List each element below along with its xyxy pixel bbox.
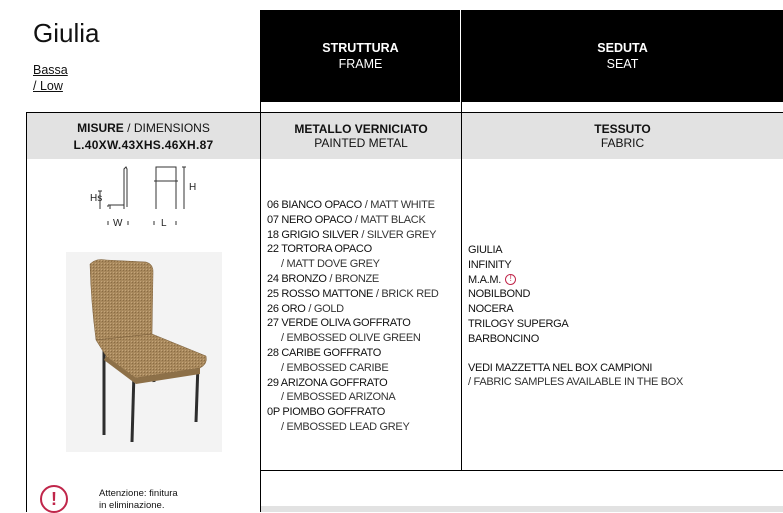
divider (26, 112, 27, 512)
list-item: 27 VERDE OLIVA GOFFRATO (267, 317, 411, 330)
list-item: 29 ARIZONA GOFFRATO (267, 376, 388, 389)
fabric-note: VEDI MAZZETTA NEL BOX CAMPIONI (468, 361, 653, 374)
divider (260, 470, 783, 471)
frame-material-header (261, 113, 461, 159)
list-item: INFINITY (468, 258, 512, 271)
divider (260, 10, 261, 512)
seat-header (462, 10, 783, 102)
frame-header-label: STRUTTURA (322, 41, 399, 55)
list-item: NOBILBOND (468, 288, 531, 301)
list-item: 0P PIOMBO GOFFRATO (267, 406, 386, 419)
seat-material-header (462, 113, 783, 159)
seat-material-label: TESSUTO (594, 122, 651, 136)
variant-link-en[interactable]: / Low (33, 79, 63, 93)
seat-header-label-en: SEAT (606, 57, 639, 71)
frame-material-label-en: PAINTED METAL (314, 136, 408, 150)
list-item: 07 NERO OPACO / MATT BLACK (267, 213, 426, 226)
list-item: 25 ROSSO MATTONE / BRICK RED (267, 287, 439, 300)
exclamation-circle-icon: ! (40, 485, 68, 513)
seat-header-label: SEDUTA (597, 41, 648, 55)
measures-label-en: / DIMENSIONS (127, 120, 210, 135)
frame-header-label-en: FRAME (338, 57, 383, 71)
exclamation-circle-icon: ! (505, 274, 516, 285)
footer-band (261, 506, 783, 512)
list-item: 18 GRIGIO SILVER / SILVER GREY (267, 228, 437, 241)
seat-material-label-en: FABRIC (600, 136, 645, 150)
chair-image (66, 252, 222, 452)
divider (461, 10, 462, 471)
list-item: / EMBOSSED ARIZONA (281, 391, 396, 404)
measures-value: L.40XW.43XHS.46XH.87 (73, 137, 214, 152)
list-item: / EMBOSSED CARIBE (281, 361, 389, 374)
dimension-diagram (80, 163, 210, 231)
w-label: W (113, 218, 123, 229)
measures-header (27, 113, 260, 159)
fabric-note-en: / FABRIC SAMPLES AVAILABLE IN THE BOX (468, 376, 684, 389)
measures-label: MISURE (77, 120, 124, 135)
list-item: 26 ORO / GOLD (267, 302, 344, 315)
list-item: 22 TORTORA OPACO (267, 243, 372, 256)
l-label: L (161, 218, 167, 229)
list-item: 28 CARIBE GOFFRATO (267, 346, 381, 359)
seat-fabrics-list (468, 243, 778, 390)
frame-finishes-list (267, 198, 459, 435)
divider (26, 112, 783, 113)
list-item: / EMBOSSED LEAD GREY (281, 420, 410, 433)
warning-line: in eliminazione. (99, 500, 165, 511)
list-item: GIULIA (468, 244, 503, 256)
warning-note (99, 488, 178, 512)
frame-header (261, 10, 460, 102)
list-item: 06 BIANCO OPACO / MATT WHITE (267, 199, 435, 211)
variant-link[interactable]: Bassa (33, 63, 68, 77)
list-item: 24 BRONZO / BRONZE (267, 272, 379, 285)
warning-line: Attenzione: finitura (99, 488, 178, 499)
product-title: Giulia (33, 18, 100, 48)
frame-material-label: METALLO VERNICIATO (294, 122, 428, 136)
hs-label: Hs (90, 193, 103, 204)
list-item: TRILOGY SUPERGA (468, 317, 569, 330)
list-item: BARBONCINO (468, 332, 539, 345)
list-item: / MATT DOVE GREY (281, 258, 380, 271)
list-item: M.A.M. ! (468, 273, 778, 288)
list-item: NOCERA (468, 303, 514, 316)
h-label: H (189, 182, 197, 193)
list-item: / EMBOSSED OLIVE GREEN (281, 332, 421, 345)
